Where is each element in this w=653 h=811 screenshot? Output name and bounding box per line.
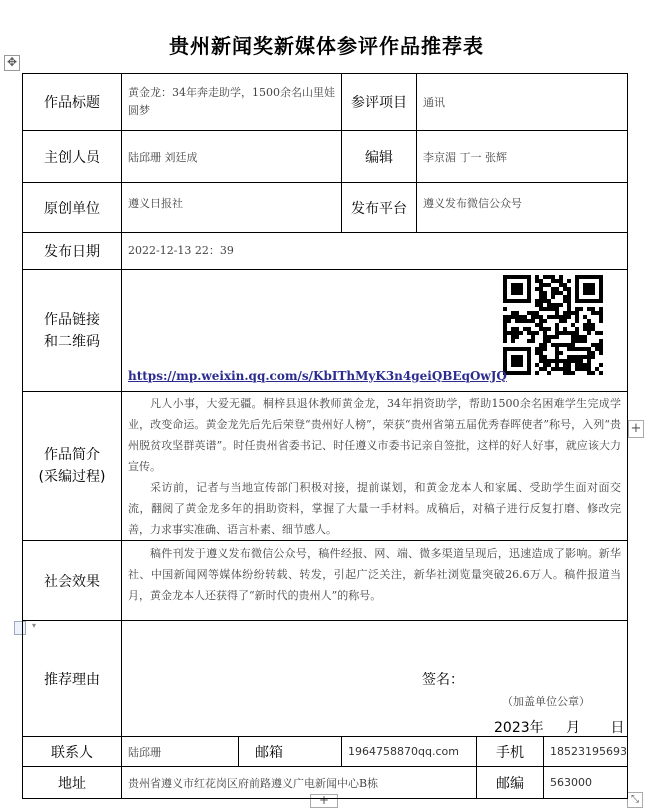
email-label: 邮箱 bbox=[255, 744, 283, 761]
qr-code-image bbox=[503, 275, 603, 375]
intro-paragraph-1: 凡人小事，大爱无疆。桐梓县退休教师黄金龙，34年捐资助学，帮助1500余名困难学生完成学业，改变命运。黄金龙先后先后荣登“贵州好人榜”，荣获“贵州省第五届优秀春晖使者”称号，入列“贵州脱贫攻坚群英谱”。时任贵州省委书记、时任遵义市委书记亲自签批，这样的好人好事，就应该大力宣传。 bbox=[128, 397, 622, 473]
effect-label: 社会效果 bbox=[23, 541, 122, 621]
contact-value[interactable]: 陆邱珊 bbox=[122, 737, 239, 767]
address-value[interactable]: 贵州省遵义市红花岗区府前路遵义广电新闻中心B栋 bbox=[122, 767, 477, 799]
address-label: 地址 bbox=[23, 767, 122, 799]
work-title-value[interactable]: 黄金龙：34年奔走助学，1500余名山里娃圆梦 bbox=[122, 74, 342, 131]
phone-value[interactable]: 18523195693 bbox=[544, 737, 628, 767]
recommendation-form-table bbox=[22, 73, 628, 799]
link-qr-area bbox=[128, 271, 621, 391]
link-cell bbox=[122, 270, 628, 392]
reason-label: 推荐理由 bbox=[23, 621, 122, 737]
work-link[interactable]: https://mp.weixin.qq.com/s/KbIThMyK3n4geiQBEqOwJQ bbox=[128, 368, 507, 383]
link-label bbox=[23, 270, 122, 392]
editors-value[interactable]: 李京湄 丁一 张辉 bbox=[417, 131, 628, 183]
table-move-handle-icon[interactable]: ✥ bbox=[4, 55, 20, 71]
add-row-icon[interactable]: + bbox=[310, 794, 338, 808]
row-unit bbox=[23, 183, 628, 233]
intro-label bbox=[23, 392, 122, 541]
postcode-value[interactable]: 563000 bbox=[544, 767, 628, 799]
effect-paragraph: 稿件刊发于遵义发布微信公众号，稿件经报、网、端、微多渠道呈现后，迅速造成了影响。新华社、中国新闻网等媒体纷纷转载、转发，引起广泛关注，新华社浏览量突破26.6万人。稿件报道当月，黄金龙本人还获得了“新时代的贵州人”的称号。 bbox=[128, 547, 622, 602]
intro-paragraph-2: 采访前，记者与当地宣传部门积极对接，提前谋划，和黄金龙本人和家属、受助学生面对面交流，翻阅了黄金龙多年的捐助资料，掌握了大量一手材料。成稿后，对稿子进行反复打磨、修改完善，力求事实准确、语言朴素、细节感人。 bbox=[128, 481, 622, 536]
effect-cell[interactable] bbox=[122, 541, 628, 621]
link-label-line-1: 作品链接 bbox=[44, 311, 100, 328]
sign-month: 月 bbox=[566, 720, 581, 736]
intro-label-line-1: 作品简介 bbox=[44, 447, 100, 463]
unit-label: 原创单位 bbox=[23, 183, 122, 233]
platform-value[interactable]: 遵义发布微信公众号 bbox=[417, 183, 628, 233]
reason-area bbox=[122, 621, 627, 736]
editor-label: 编辑 bbox=[342, 131, 417, 183]
sign-date bbox=[494, 717, 625, 737]
creators-value[interactable]: 陆邱珊 刘廷成 bbox=[122, 131, 342, 183]
creators-label: 主创人员 bbox=[23, 131, 122, 183]
sign-day: 日 bbox=[610, 720, 625, 736]
email-value[interactable]: 1964758870qq.com bbox=[342, 737, 477, 767]
row-contact bbox=[23, 737, 628, 767]
email-cell bbox=[239, 737, 342, 767]
work-title-label: 作品标题 bbox=[23, 74, 122, 131]
row-effect bbox=[23, 541, 628, 621]
row-creators bbox=[23, 131, 628, 183]
contact-label: 联系人 bbox=[23, 737, 122, 767]
date-label: 发布日期 bbox=[23, 233, 122, 270]
seal-label: （加盖单位公章） bbox=[502, 695, 590, 708]
date-value[interactable]: 2022-12-13 22：39 bbox=[122, 233, 628, 270]
category-value[interactable]: 通讯 bbox=[417, 74, 628, 131]
paste-options-dropdown-icon[interactable]: ▾ bbox=[32, 621, 37, 630]
platform-label: 发布平台 bbox=[342, 183, 417, 233]
row-intro bbox=[23, 392, 628, 541]
row-date bbox=[23, 233, 628, 270]
link-label-line-2: 和二维码 bbox=[44, 333, 100, 350]
phone-label: 手机 bbox=[477, 737, 544, 767]
table-resize-icon[interactable]: ⤡ bbox=[627, 792, 643, 808]
row-reason bbox=[23, 621, 628, 737]
row-link bbox=[23, 270, 628, 392]
unit-value[interactable]: 遵义日报社 bbox=[122, 183, 342, 233]
intro-label-line-2: (采编过程) bbox=[38, 469, 106, 485]
sign-year: 2023年 bbox=[494, 720, 544, 736]
add-column-icon[interactable]: + bbox=[628, 420, 644, 438]
reason-cell[interactable] bbox=[122, 621, 628, 737]
postcode-label: 邮编 bbox=[477, 767, 544, 799]
intro-cell[interactable] bbox=[122, 392, 628, 541]
page-title: 贵州新闻奖新媒体参评作品推荐表 bbox=[169, 34, 484, 58]
row-address bbox=[23, 767, 628, 799]
row-work-title bbox=[23, 74, 628, 131]
signature-label: 签名： bbox=[422, 672, 464, 688]
category-label: 参评项目 bbox=[342, 74, 417, 131]
